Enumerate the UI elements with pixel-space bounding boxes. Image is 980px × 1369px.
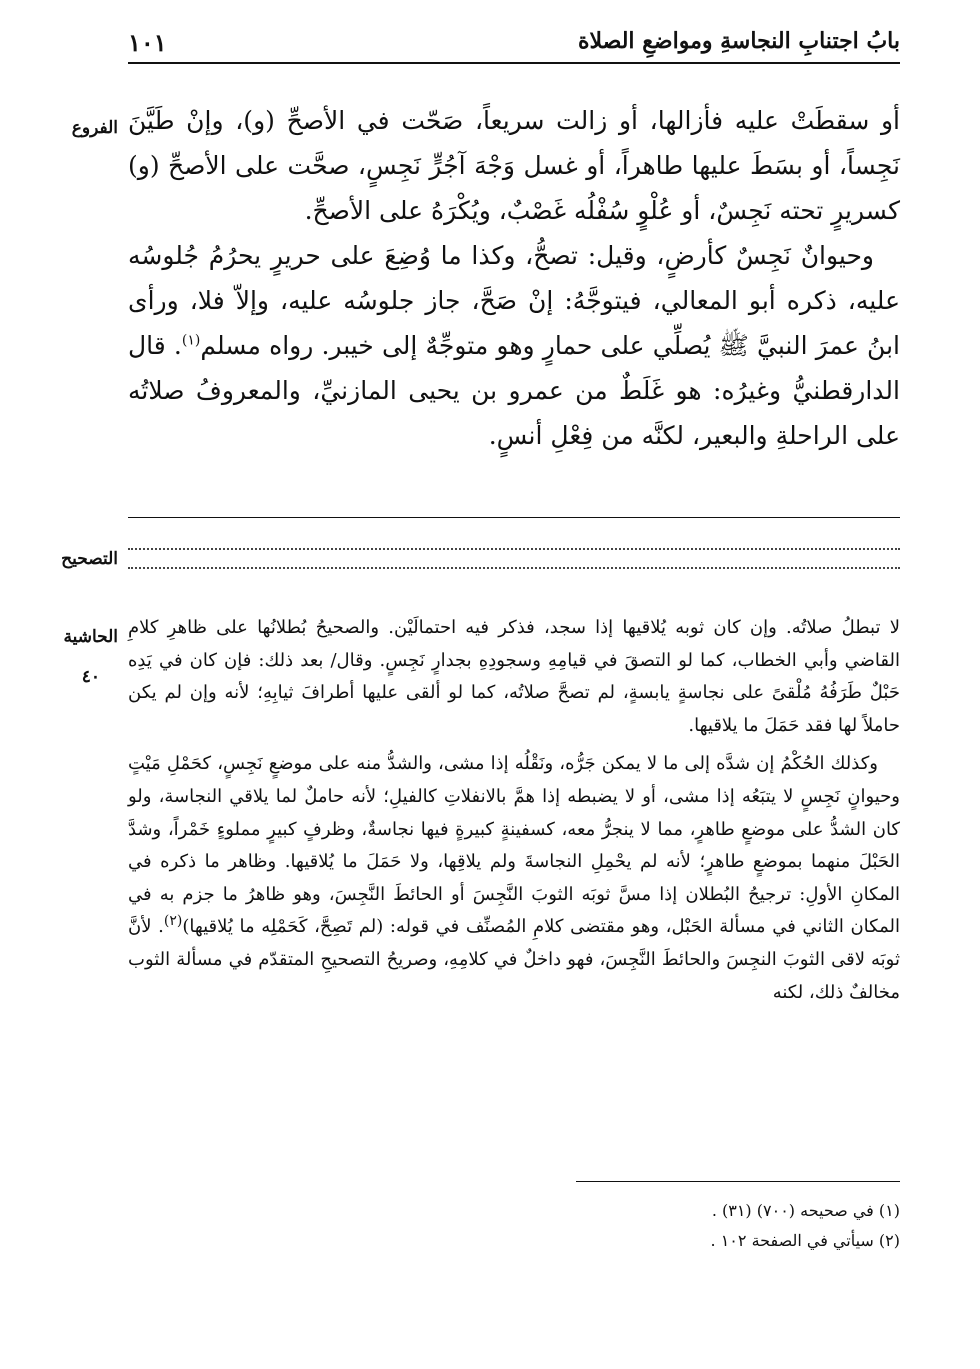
side-label-furu: الفروع — [71, 118, 118, 138]
side-label-hashiya-number: ٤٠ — [81, 667, 100, 687]
tashih-dotted-line-1 — [128, 548, 900, 550]
hashiya-paragraph-2-part-a: وكذلك الحُكْمُ إن شدَّه إلى ما لا يمكن جَرُّه، ونَقْلُه إذا مشى، والشدُّ منه على موضعٍ نَجِسٍ، كحَمْلِ مَيْتٍ وحيوانٍ نَجِسٍ لا يتبَعُه إذا مشى، أو لا يضبطه إذا همَّ بالانفلاتِ كالفيلِ؛ لأنه حاملٌ لما يلاقي النجاسة، ولو كان الشدُّ على موضعٍ طاهرٍ، مما لا ينجرُّ معه، كسفينةٍ كبيرةٍ فيها نجاسةٌ، وظرفٍ كبيرٍ مملوءٍ خَمْراً، وشدَّ الحَبْلَ منهما بموضعٍ طاهرٍ؛ لأنه لم يحْمِلِ النجاسةَ ولم يلاقِها، ولا حَمَلَ ما يُلاقيها. وظاهر ما ذكره في المكانِ الأولِ: ترجيحُ البُطلان إذا مسَّ ثوبَه الثوبَ النَّجِسَ أو الحائطَ النَّجِسَ، وهو ظاهرُ ما جزم به في المكان الثاني في مسألة الحَبْل، وهو مقتضى كلامِ المُصنِّف في قوله: (لم تَصِحَّ، كَحَمْلِه ما يُلاقيها) — [128, 753, 900, 938]
footnote-2: (٢) سيأتي في الصفحة ١٠٢ . — [710, 1231, 900, 1250]
main-paragraph-2-part-b: . قال الدارقطنيُّ وغيرُه: هو غَلَطٌ من عمرو بن يحيى المازنيِّ، والمعروفُ صلاتُه على الراحلةِ والبعير، لكنَّه من فِعْلِ أنسٍ. — [128, 331, 900, 450]
side-label-tashih: التصحيح — [61, 549, 118, 569]
tashih-dotted-line-2 — [128, 567, 900, 569]
header-rule — [128, 62, 900, 64]
chapter-title: بابُ اجتنابِ النجاسةِ ومواضعِ الصلاة — [578, 28, 900, 54]
hashiya-paragraph-1: لا تبطلُ صلاتُه. وإن كان ثوبه يُلاقيها إذا سجد، فذكر فيه احتمالَيْن. والصحيحُ بُطلانُها على ظاهرِ كلامِ القاضي وأبي الخطاب، كما لو التصقَ في قيامِهِ وسجودِهِ بجدارٍ نَجِسٍ. وقال/ بعد ذلك: فإن كان في يَدِه حَبْلٌ طَرَفُهُ مُلْقىً على نجاسةٍ يابسةٍ، لم تصحَّ صلاتُه، كما لو ألقى عليها أطرافَ ثيابِهِ؛ لأنه وإن لم يكن حاملاً لها فقد حَمَلَ ما يلاقيها. — [128, 617, 900, 736]
side-label-hashiya: الحاشية — [63, 627, 118, 647]
footnotes — [711, 1196, 900, 1256]
footnote-mark-2: (٢) — [163, 913, 183, 930]
page-number: ١٠١ — [128, 28, 167, 57]
hashiya-text — [128, 612, 900, 1009]
main-paragraph-2-part-a: وحيوانٌ نَجِسٌ كأرضٍ، وقيل: تصحُّ، وكذا ما وُضِعَ على حريرٍ يحرُمُ جُلوسُه عليه، ذكره أبو المعالي، فيتوجَّهُ: إنْ صَحَّ، جاز جلوسُه عليه، وإلاّ فلا، ورأى ابنُ عمرَ النبيَّ ﷺ يُصلِّي على حمارٍ وهو متوجِّهٌ إلى خيبر. رواه مسلم — [128, 241, 900, 360]
hashiya-paragraph-2 — [128, 748, 900, 1009]
footnote-mark-1: (١) — [181, 332, 201, 349]
main-paragraph-1: أو سقطَتْ عليه فأزالها، أو زالت سريعاً، صَحّت في الأصحِّ (و)، وإنْ طَيَّنَ نَجِساً، أو بسَطَ عليها طاهراً، أو غسل وَجْهَ آجُرٍّ نَجِسٍ، صحَّت على الأصحِّ (و) كسريرٍ تحته نَجِسٌ، أو عُلْوٍ سُفْلُه غَصْبٌ، ويُكْرَهُ على الأصحِّ. — [128, 106, 900, 225]
footnote-1: (١) في صحيحه (٧٠٠) (٣١) . — [711, 1201, 900, 1220]
page-header — [128, 28, 900, 60]
hashiya-paragraph-2-part-b: . لأنَّ ثوبَه لاقى الثوبَ النجِسَ والحائطَ النَّجِسَ، فهو داخلٌ في كلامِهِ، وصريحُ التصحيحِ المتقدّم في مسألة الثوب مخالفٌ ذلك، لكنه — [128, 916, 900, 1003]
main-text — [128, 98, 900, 458]
footnote-rule — [576, 1181, 900, 1182]
main-text-divider — [128, 517, 900, 518]
main-paragraph-2 — [128, 233, 900, 458]
